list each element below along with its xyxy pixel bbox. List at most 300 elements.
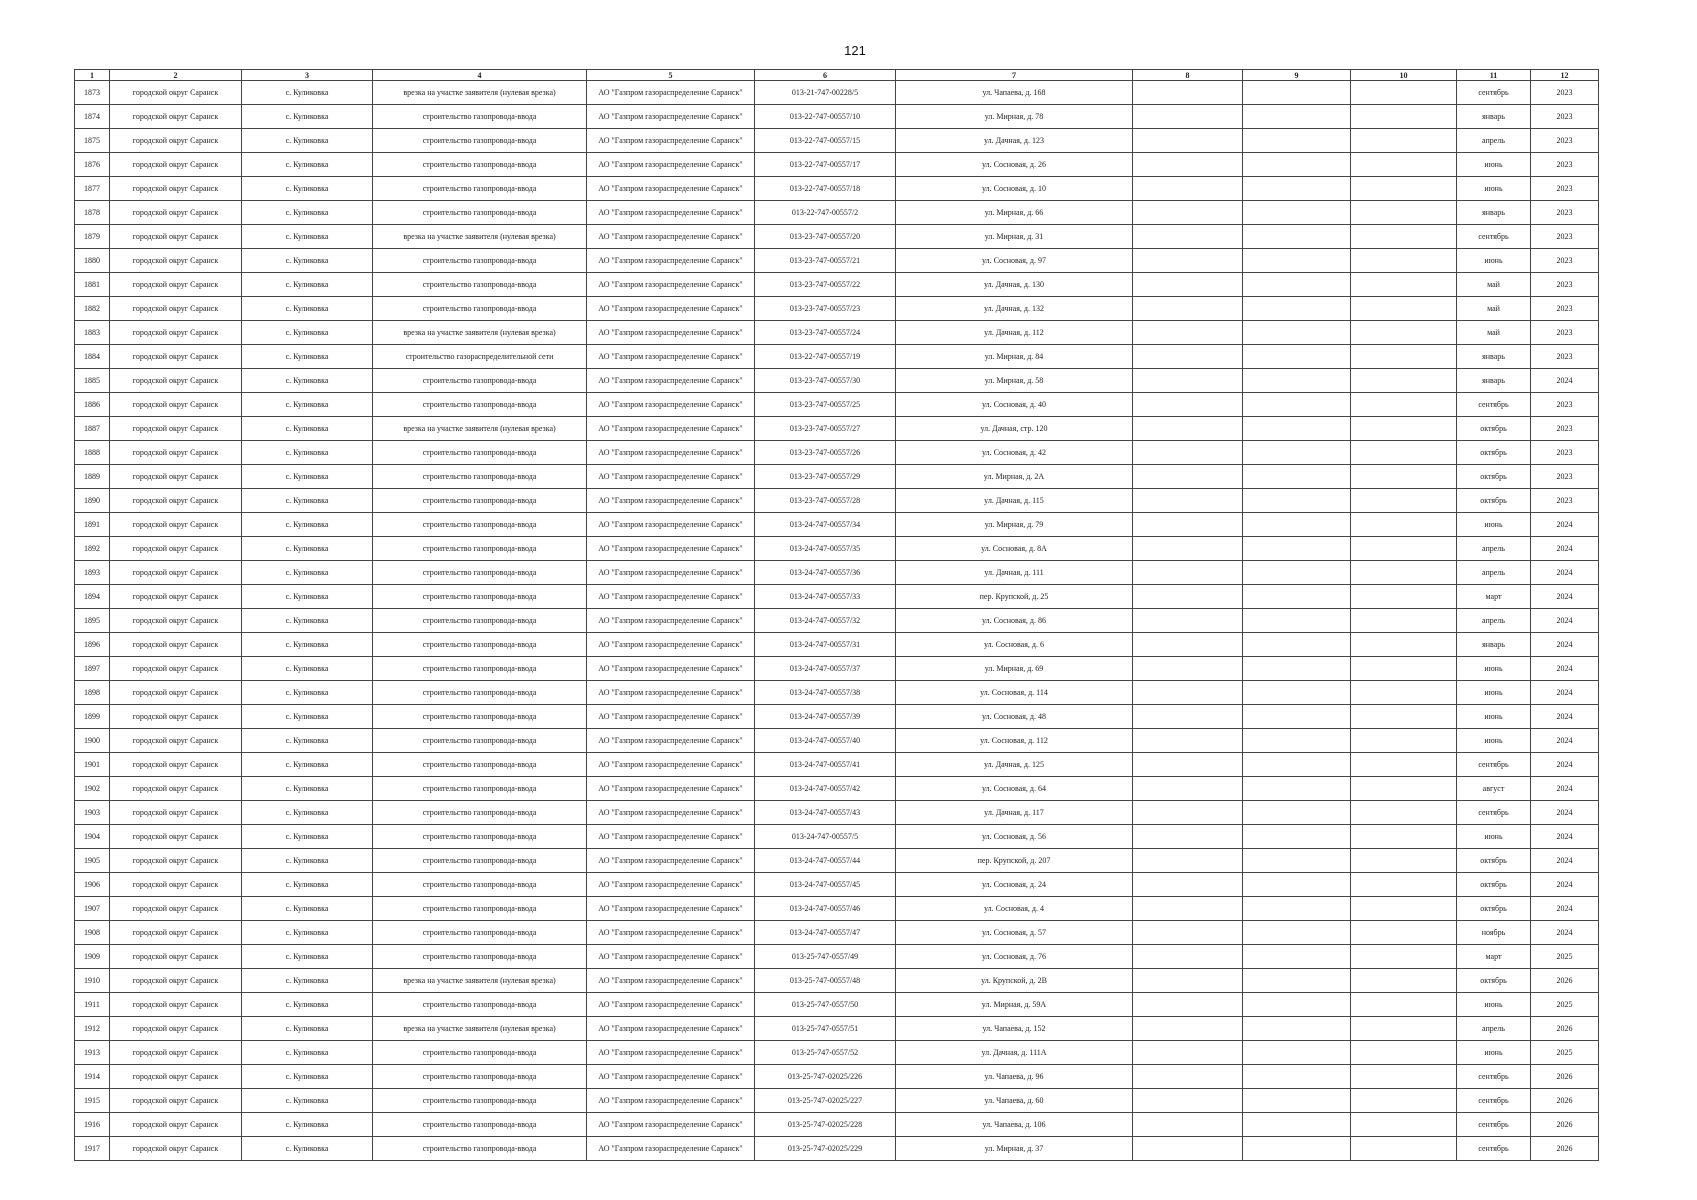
- month-cell: июнь: [1457, 993, 1531, 1017]
- col-9-cell: [1243, 969, 1351, 993]
- contract-number-cell: 013-22-747-00557/2: [755, 201, 896, 225]
- month-cell: июнь: [1457, 249, 1531, 273]
- table-row: [75, 105, 1599, 129]
- table-row: [75, 513, 1599, 537]
- year-cell: 2024: [1531, 729, 1599, 753]
- municipality-cell: городской округ Саранск: [110, 657, 242, 681]
- table-row: [75, 897, 1599, 921]
- year-cell: 2023: [1531, 393, 1599, 417]
- table-row: [75, 249, 1599, 273]
- table-row: [75, 561, 1599, 585]
- year-cell: 2025: [1531, 945, 1599, 969]
- address-cell: ул. Мирная, д. 59А: [896, 993, 1133, 1017]
- work-type-cell: строительство газопровода-ввода: [373, 465, 587, 489]
- col-10-cell: [1351, 633, 1457, 657]
- settlement-cell: с. Куликовка: [242, 945, 373, 969]
- settlement-cell: с. Куликовка: [242, 81, 373, 105]
- col-8-cell: [1133, 873, 1243, 897]
- col-9-cell: [1243, 585, 1351, 609]
- row-number-cell: 1875: [75, 129, 110, 153]
- settlement-cell: с. Куликовка: [242, 1089, 373, 1113]
- table-row: [75, 825, 1599, 849]
- col-8-cell: [1133, 249, 1243, 273]
- address-cell: ул. Дачная, д. 117: [896, 801, 1133, 825]
- column-header-6: 6: [755, 70, 896, 81]
- organization-cell: АО "Газпром газораспределение Саранск": [587, 561, 755, 585]
- row-number-cell: 1890: [75, 489, 110, 513]
- col-8-cell: [1133, 1113, 1243, 1137]
- address-cell: ул. Сосновая, д. 114: [896, 681, 1133, 705]
- col-8-cell: [1133, 705, 1243, 729]
- month-cell: октябрь: [1457, 897, 1531, 921]
- col-8-cell: [1133, 225, 1243, 249]
- table-row: [75, 1041, 1599, 1065]
- work-type-cell: строительство газопровода-ввода: [373, 1089, 587, 1113]
- col-10-cell: [1351, 441, 1457, 465]
- settlement-cell: с. Куликовка: [242, 897, 373, 921]
- year-cell: 2023: [1531, 489, 1599, 513]
- year-cell: 2023: [1531, 105, 1599, 129]
- organization-cell: АО "Газпром газораспределение Саранск": [587, 921, 755, 945]
- col-8-cell: [1133, 1065, 1243, 1089]
- contract-number-cell: 013-22-747-00557/18: [755, 177, 896, 201]
- work-type-cell: врезка на участке заявителя (нулевая врезка): [373, 969, 587, 993]
- year-cell: 2023: [1531, 441, 1599, 465]
- col-10-cell: [1351, 465, 1457, 489]
- row-number-cell: 1896: [75, 633, 110, 657]
- work-type-cell: строительство газопровода-ввода: [373, 849, 587, 873]
- contract-number-cell: 013-24-747-00557/5: [755, 825, 896, 849]
- work-type-cell: строительство газопровода-ввода: [373, 273, 587, 297]
- organization-cell: АО "Газпром газораспределение Саранск": [587, 465, 755, 489]
- col-9-cell: [1243, 561, 1351, 585]
- settlement-cell: с. Куликовка: [242, 585, 373, 609]
- contract-number-cell: 013-25-747-0557/49: [755, 945, 896, 969]
- work-type-cell: строительство газопровода-ввода: [373, 993, 587, 1017]
- year-cell: 2024: [1531, 657, 1599, 681]
- address-cell: ул. Дачная, д. 115: [896, 489, 1133, 513]
- contract-number-cell: 013-24-747-00557/46: [755, 897, 896, 921]
- col-9-cell: [1243, 753, 1351, 777]
- municipality-cell: городской округ Саранск: [110, 225, 242, 249]
- address-cell: ул. Чапаева, д. 60: [896, 1089, 1133, 1113]
- col-8-cell: [1133, 633, 1243, 657]
- address-cell: ул. Сосновая, д. 86: [896, 609, 1133, 633]
- row-number-cell: 1892: [75, 537, 110, 561]
- municipality-cell: городской округ Саранск: [110, 705, 242, 729]
- column-header-3: 3: [242, 70, 373, 81]
- contract-number-cell: 013-24-747-00557/44: [755, 849, 896, 873]
- col-9-cell: [1243, 297, 1351, 321]
- gasification-table: [74, 69, 1599, 1161]
- address-cell: ул. Дачная, д. 123: [896, 129, 1133, 153]
- table-row: [75, 1089, 1599, 1113]
- address-cell: ул. Сосновая, д. 76: [896, 945, 1133, 969]
- settlement-cell: с. Куликовка: [242, 849, 373, 873]
- municipality-cell: городской округ Саранск: [110, 201, 242, 225]
- row-number-cell: 1905: [75, 849, 110, 873]
- contract-number-cell: 013-25-747-0557/52: [755, 1041, 896, 1065]
- month-cell: май: [1457, 297, 1531, 321]
- month-cell: май: [1457, 273, 1531, 297]
- work-type-cell: строительство газопровода-ввода: [373, 921, 587, 945]
- work-type-cell: врезка на участке заявителя (нулевая врезка): [373, 81, 587, 105]
- col-9-cell: [1243, 873, 1351, 897]
- organization-cell: АО "Газпром газораспределение Саранск": [587, 753, 755, 777]
- col-8-cell: [1133, 825, 1243, 849]
- col-10-cell: [1351, 273, 1457, 297]
- col-10-cell: [1351, 417, 1457, 441]
- municipality-cell: городской округ Саранск: [110, 1137, 242, 1161]
- table-row: [75, 921, 1599, 945]
- row-number-cell: 1915: [75, 1089, 110, 1113]
- settlement-cell: с. Куликовка: [242, 921, 373, 945]
- municipality-cell: городской округ Саранск: [110, 273, 242, 297]
- column-header-10: 10: [1351, 70, 1457, 81]
- municipality-cell: городской округ Саранск: [110, 681, 242, 705]
- col-10-cell: [1351, 345, 1457, 369]
- month-cell: сентябрь: [1457, 1113, 1531, 1137]
- settlement-cell: с. Куликовка: [242, 273, 373, 297]
- col-9-cell: [1243, 633, 1351, 657]
- work-type-cell: строительство газопровода-ввода: [373, 609, 587, 633]
- row-number-cell: 1893: [75, 561, 110, 585]
- column-header-9: 9: [1243, 70, 1351, 81]
- settlement-cell: с. Куликовка: [242, 1113, 373, 1137]
- col-10-cell: [1351, 657, 1457, 681]
- col-10-cell: [1351, 177, 1457, 201]
- work-type-cell: строительство газопровода-ввода: [373, 753, 587, 777]
- year-cell: 2024: [1531, 705, 1599, 729]
- work-type-cell: строительство газопровода-ввода: [373, 177, 587, 201]
- work-type-cell: строительство газопровода-ввода: [373, 489, 587, 513]
- col-8-cell: [1133, 897, 1243, 921]
- settlement-cell: с. Куликовка: [242, 153, 373, 177]
- address-cell: ул. Сосновая, д. 26: [896, 153, 1133, 177]
- work-type-cell: строительство газопровода-ввода: [373, 1113, 587, 1137]
- col-9-cell: [1243, 489, 1351, 513]
- organization-cell: АО "Газпром газораспределение Саранск": [587, 1089, 755, 1113]
- municipality-cell: городской округ Саранск: [110, 873, 242, 897]
- row-number-cell: 1887: [75, 417, 110, 441]
- contract-number-cell: 013-24-747-00557/32: [755, 609, 896, 633]
- month-cell: январь: [1457, 369, 1531, 393]
- row-number-cell: 1874: [75, 105, 110, 129]
- contract-number-cell: 013-25-747-00557/48: [755, 969, 896, 993]
- row-number-cell: 1881: [75, 273, 110, 297]
- col-8-cell: [1133, 681, 1243, 705]
- contract-number-cell: 013-23-747-00557/20: [755, 225, 896, 249]
- month-cell: январь: [1457, 201, 1531, 225]
- col-10-cell: [1351, 849, 1457, 873]
- work-type-cell: строительство газопровода-ввода: [373, 105, 587, 129]
- col-8-cell: [1133, 441, 1243, 465]
- settlement-cell: с. Куликовка: [242, 105, 373, 129]
- col-10-cell: [1351, 1089, 1457, 1113]
- row-number-cell: 1885: [75, 369, 110, 393]
- table-row: [75, 873, 1599, 897]
- contract-number-cell: 013-24-747-00557/45: [755, 873, 896, 897]
- col-8-cell: [1133, 969, 1243, 993]
- settlement-cell: с. Куликовка: [242, 345, 373, 369]
- col-10-cell: [1351, 729, 1457, 753]
- col-10-cell: [1351, 201, 1457, 225]
- organization-cell: АО "Газпром газораспределение Саранск": [587, 201, 755, 225]
- organization-cell: АО "Газпром газораспределение Саранск": [587, 825, 755, 849]
- municipality-cell: городской округ Саранск: [110, 297, 242, 321]
- year-cell: 2024: [1531, 513, 1599, 537]
- work-type-cell: врезка на участке заявителя (нулевая врезка): [373, 225, 587, 249]
- address-cell: ул. Сосновая, д. 97: [896, 249, 1133, 273]
- address-cell: ул. Мирная, д. 78: [896, 105, 1133, 129]
- year-cell: 2026: [1531, 1089, 1599, 1113]
- municipality-cell: городской округ Саранск: [110, 321, 242, 345]
- month-cell: июнь: [1457, 1041, 1531, 1065]
- row-number-cell: 1904: [75, 825, 110, 849]
- year-cell: 2024: [1531, 369, 1599, 393]
- address-cell: ул. Мирная, д. 84: [896, 345, 1133, 369]
- row-number-cell: 1877: [75, 177, 110, 201]
- year-cell: 2023: [1531, 321, 1599, 345]
- work-type-cell: врезка на участке заявителя (нулевая врезка): [373, 1017, 587, 1041]
- work-type-cell: строительство газопровода-ввода: [373, 873, 587, 897]
- row-number-cell: 1909: [75, 945, 110, 969]
- year-cell: 2024: [1531, 921, 1599, 945]
- settlement-cell: с. Куликовка: [242, 1065, 373, 1089]
- settlement-cell: с. Куликовка: [242, 993, 373, 1017]
- col-8-cell: [1133, 273, 1243, 297]
- col-8-cell: [1133, 417, 1243, 441]
- contract-number-cell: 013-24-747-00557/42: [755, 777, 896, 801]
- work-type-cell: строительство газопровода-ввода: [373, 201, 587, 225]
- row-number-cell: 1873: [75, 81, 110, 105]
- work-type-cell: строительство газопровода-ввода: [373, 1041, 587, 1065]
- year-cell: 2024: [1531, 585, 1599, 609]
- col-8-cell: [1133, 153, 1243, 177]
- page-number: 121: [844, 43, 866, 58]
- col-10-cell: [1351, 489, 1457, 513]
- organization-cell: АО "Газпром газораспределение Саранск": [587, 129, 755, 153]
- contract-number-cell: 013-24-747-00557/34: [755, 513, 896, 537]
- contract-number-cell: 013-22-747-00557/15: [755, 129, 896, 153]
- address-cell: ул. Дачная, д. 125: [896, 753, 1133, 777]
- col-10-cell: [1351, 585, 1457, 609]
- table-row: [75, 753, 1599, 777]
- address-cell: ул. Сосновая, д. 64: [896, 777, 1133, 801]
- work-type-cell: строительство газопровода-ввода: [373, 1137, 587, 1161]
- organization-cell: АО "Газпром газораспределение Саранск": [587, 81, 755, 105]
- municipality-cell: городской округ Саранск: [110, 1113, 242, 1137]
- contract-number-cell: 013-24-747-00557/43: [755, 801, 896, 825]
- row-number-cell: 1891: [75, 513, 110, 537]
- month-cell: сентябрь: [1457, 1089, 1531, 1113]
- row-number-cell: 1911: [75, 993, 110, 1017]
- row-number-cell: 1917: [75, 1137, 110, 1161]
- col-9-cell: [1243, 1041, 1351, 1065]
- contract-number-cell: 013-25-747-0557/50: [755, 993, 896, 1017]
- month-cell: октябрь: [1457, 849, 1531, 873]
- organization-cell: АО "Газпром газораспределение Саранск": [587, 369, 755, 393]
- row-number-cell: 1899: [75, 705, 110, 729]
- address-cell: ул. Мирная, д. 37: [896, 1137, 1133, 1161]
- col-8-cell: [1133, 297, 1243, 321]
- organization-cell: АО "Газпром газораспределение Саранск": [587, 633, 755, 657]
- month-cell: октябрь: [1457, 969, 1531, 993]
- organization-cell: АО "Газпром газораспределение Саранск": [587, 105, 755, 129]
- contract-number-cell: 013-23-747-00557/29: [755, 465, 896, 489]
- col-9-cell: [1243, 345, 1351, 369]
- col-9-cell: [1243, 825, 1351, 849]
- organization-cell: АО "Газпром газораспределение Саранск": [587, 681, 755, 705]
- municipality-cell: городской округ Саранск: [110, 1041, 242, 1065]
- col-9-cell: [1243, 1089, 1351, 1113]
- table-row: [75, 777, 1599, 801]
- settlement-cell: с. Куликовка: [242, 177, 373, 201]
- settlement-cell: с. Куликовка: [242, 513, 373, 537]
- work-type-cell: строительство газопровода-ввода: [373, 801, 587, 825]
- month-cell: октябрь: [1457, 873, 1531, 897]
- contract-number-cell: 013-24-747-00557/39: [755, 705, 896, 729]
- municipality-cell: городской округ Саранск: [110, 513, 242, 537]
- table-row: [75, 801, 1599, 825]
- organization-cell: АО "Газпром газораспределение Саранск": [587, 705, 755, 729]
- work-type-cell: строительство газопровода-ввода: [373, 945, 587, 969]
- work-type-cell: строительство газопровода-ввода: [373, 1065, 587, 1089]
- organization-cell: АО "Газпром газораспределение Саранск": [587, 345, 755, 369]
- municipality-cell: городской округ Саранск: [110, 393, 242, 417]
- col-10-cell: [1351, 129, 1457, 153]
- address-cell: ул. Дачная, д. 112: [896, 321, 1133, 345]
- table-row: [75, 129, 1599, 153]
- col-9-cell: [1243, 201, 1351, 225]
- col-9-cell: [1243, 897, 1351, 921]
- column-header-12: 12: [1531, 70, 1599, 81]
- table-body: [75, 81, 1599, 1161]
- work-type-cell: строительство газопровода-ввода: [373, 585, 587, 609]
- address-cell: ул. Сосновая, д. 4: [896, 897, 1133, 921]
- year-cell: 2026: [1531, 1113, 1599, 1137]
- col-10-cell: [1351, 153, 1457, 177]
- month-cell: август: [1457, 777, 1531, 801]
- year-cell: 2024: [1531, 873, 1599, 897]
- table-row: [75, 945, 1599, 969]
- table-row: [75, 177, 1599, 201]
- address-cell: ул. Чапаева, д. 168: [896, 81, 1133, 105]
- month-cell: март: [1457, 585, 1531, 609]
- col-8-cell: [1133, 1089, 1243, 1113]
- month-cell: январь: [1457, 105, 1531, 129]
- col-10-cell: [1351, 297, 1457, 321]
- address-cell: пер. Крупской, д. 25: [896, 585, 1133, 609]
- col-9-cell: [1243, 537, 1351, 561]
- contract-number-cell: 013-24-747-00557/40: [755, 729, 896, 753]
- organization-cell: АО "Газпром газораспределение Саранск": [587, 969, 755, 993]
- organization-cell: АО "Газпром газораспределение Саранск": [587, 273, 755, 297]
- month-cell: октябрь: [1457, 417, 1531, 441]
- settlement-cell: с. Куликовка: [242, 465, 373, 489]
- year-cell: 2023: [1531, 465, 1599, 489]
- col-10-cell: [1351, 921, 1457, 945]
- col-8-cell: [1133, 1041, 1243, 1065]
- organization-cell: АО "Газпром газораспределение Саранск": [587, 513, 755, 537]
- organization-cell: АО "Газпром газораспределение Саранск": [587, 489, 755, 513]
- organization-cell: АО "Газпром газораспределение Саранск": [587, 225, 755, 249]
- municipality-cell: городской округ Саранск: [110, 921, 242, 945]
- organization-cell: АО "Газпром газораспределение Саранск": [587, 249, 755, 273]
- col-9-cell: [1243, 153, 1351, 177]
- settlement-cell: с. Куликовка: [242, 201, 373, 225]
- organization-cell: АО "Газпром газораспределение Саранск": [587, 321, 755, 345]
- year-cell: 2025: [1531, 1041, 1599, 1065]
- contract-number-cell: 013-23-747-00557/22: [755, 273, 896, 297]
- settlement-cell: с. Куликовка: [242, 561, 373, 585]
- contract-number-cell: 013-24-747-00557/33: [755, 585, 896, 609]
- settlement-cell: с. Куликовка: [242, 681, 373, 705]
- col-10-cell: [1351, 705, 1457, 729]
- row-number-cell: 1900: [75, 729, 110, 753]
- year-cell: 2024: [1531, 537, 1599, 561]
- work-type-cell: строительство газопровода-ввода: [373, 897, 587, 921]
- table-row: [75, 489, 1599, 513]
- organization-cell: АО "Газпром газораспределение Саранск": [587, 1041, 755, 1065]
- municipality-cell: городской округ Саранск: [110, 993, 242, 1017]
- settlement-cell: с. Куликовка: [242, 825, 373, 849]
- settlement-cell: с. Куликовка: [242, 129, 373, 153]
- year-cell: 2024: [1531, 897, 1599, 921]
- col-8-cell: [1133, 729, 1243, 753]
- municipality-cell: городской округ Саранск: [110, 729, 242, 753]
- municipality-cell: городской округ Саранск: [110, 489, 242, 513]
- address-cell: ул. Дачная, стр. 120: [896, 417, 1133, 441]
- municipality-cell: городской округ Саранск: [110, 969, 242, 993]
- municipality-cell: городской округ Саранск: [110, 633, 242, 657]
- row-number-cell: 1910: [75, 969, 110, 993]
- municipality-cell: городской округ Саранск: [110, 465, 242, 489]
- col-8-cell: [1133, 177, 1243, 201]
- col-8-cell: [1133, 465, 1243, 489]
- month-cell: апрель: [1457, 561, 1531, 585]
- settlement-cell: с. Куликовка: [242, 969, 373, 993]
- col-8-cell: [1133, 345, 1243, 369]
- work-type-cell: строительство газопровода-ввода: [373, 561, 587, 585]
- work-type-cell: строительство газопровода-ввода: [373, 681, 587, 705]
- month-cell: май: [1457, 321, 1531, 345]
- month-cell: апрель: [1457, 609, 1531, 633]
- col-9-cell: [1243, 1113, 1351, 1137]
- col-10-cell: [1351, 873, 1457, 897]
- col-8-cell: [1133, 609, 1243, 633]
- header-row: [75, 70, 1599, 81]
- organization-cell: АО "Газпром газораспределение Саранск": [587, 1137, 755, 1161]
- month-cell: октябрь: [1457, 441, 1531, 465]
- table-row: [75, 297, 1599, 321]
- organization-cell: АО "Газпром газораспределение Саранск": [587, 1113, 755, 1137]
- organization-cell: АО "Газпром газораспределение Саранск": [587, 873, 755, 897]
- organization-cell: АО "Газпром газораспределение Саранск": [587, 609, 755, 633]
- table-row: [75, 657, 1599, 681]
- row-number-cell: 1898: [75, 681, 110, 705]
- table-row: [75, 273, 1599, 297]
- row-number-cell: 1876: [75, 153, 110, 177]
- col-9-cell: [1243, 705, 1351, 729]
- year-cell: 2024: [1531, 633, 1599, 657]
- col-9-cell: [1243, 225, 1351, 249]
- year-cell: 2023: [1531, 201, 1599, 225]
- municipality-cell: городской округ Саранск: [110, 777, 242, 801]
- col-10-cell: [1351, 609, 1457, 633]
- organization-cell: АО "Газпром газораспределение Саранск": [587, 777, 755, 801]
- col-10-cell: [1351, 249, 1457, 273]
